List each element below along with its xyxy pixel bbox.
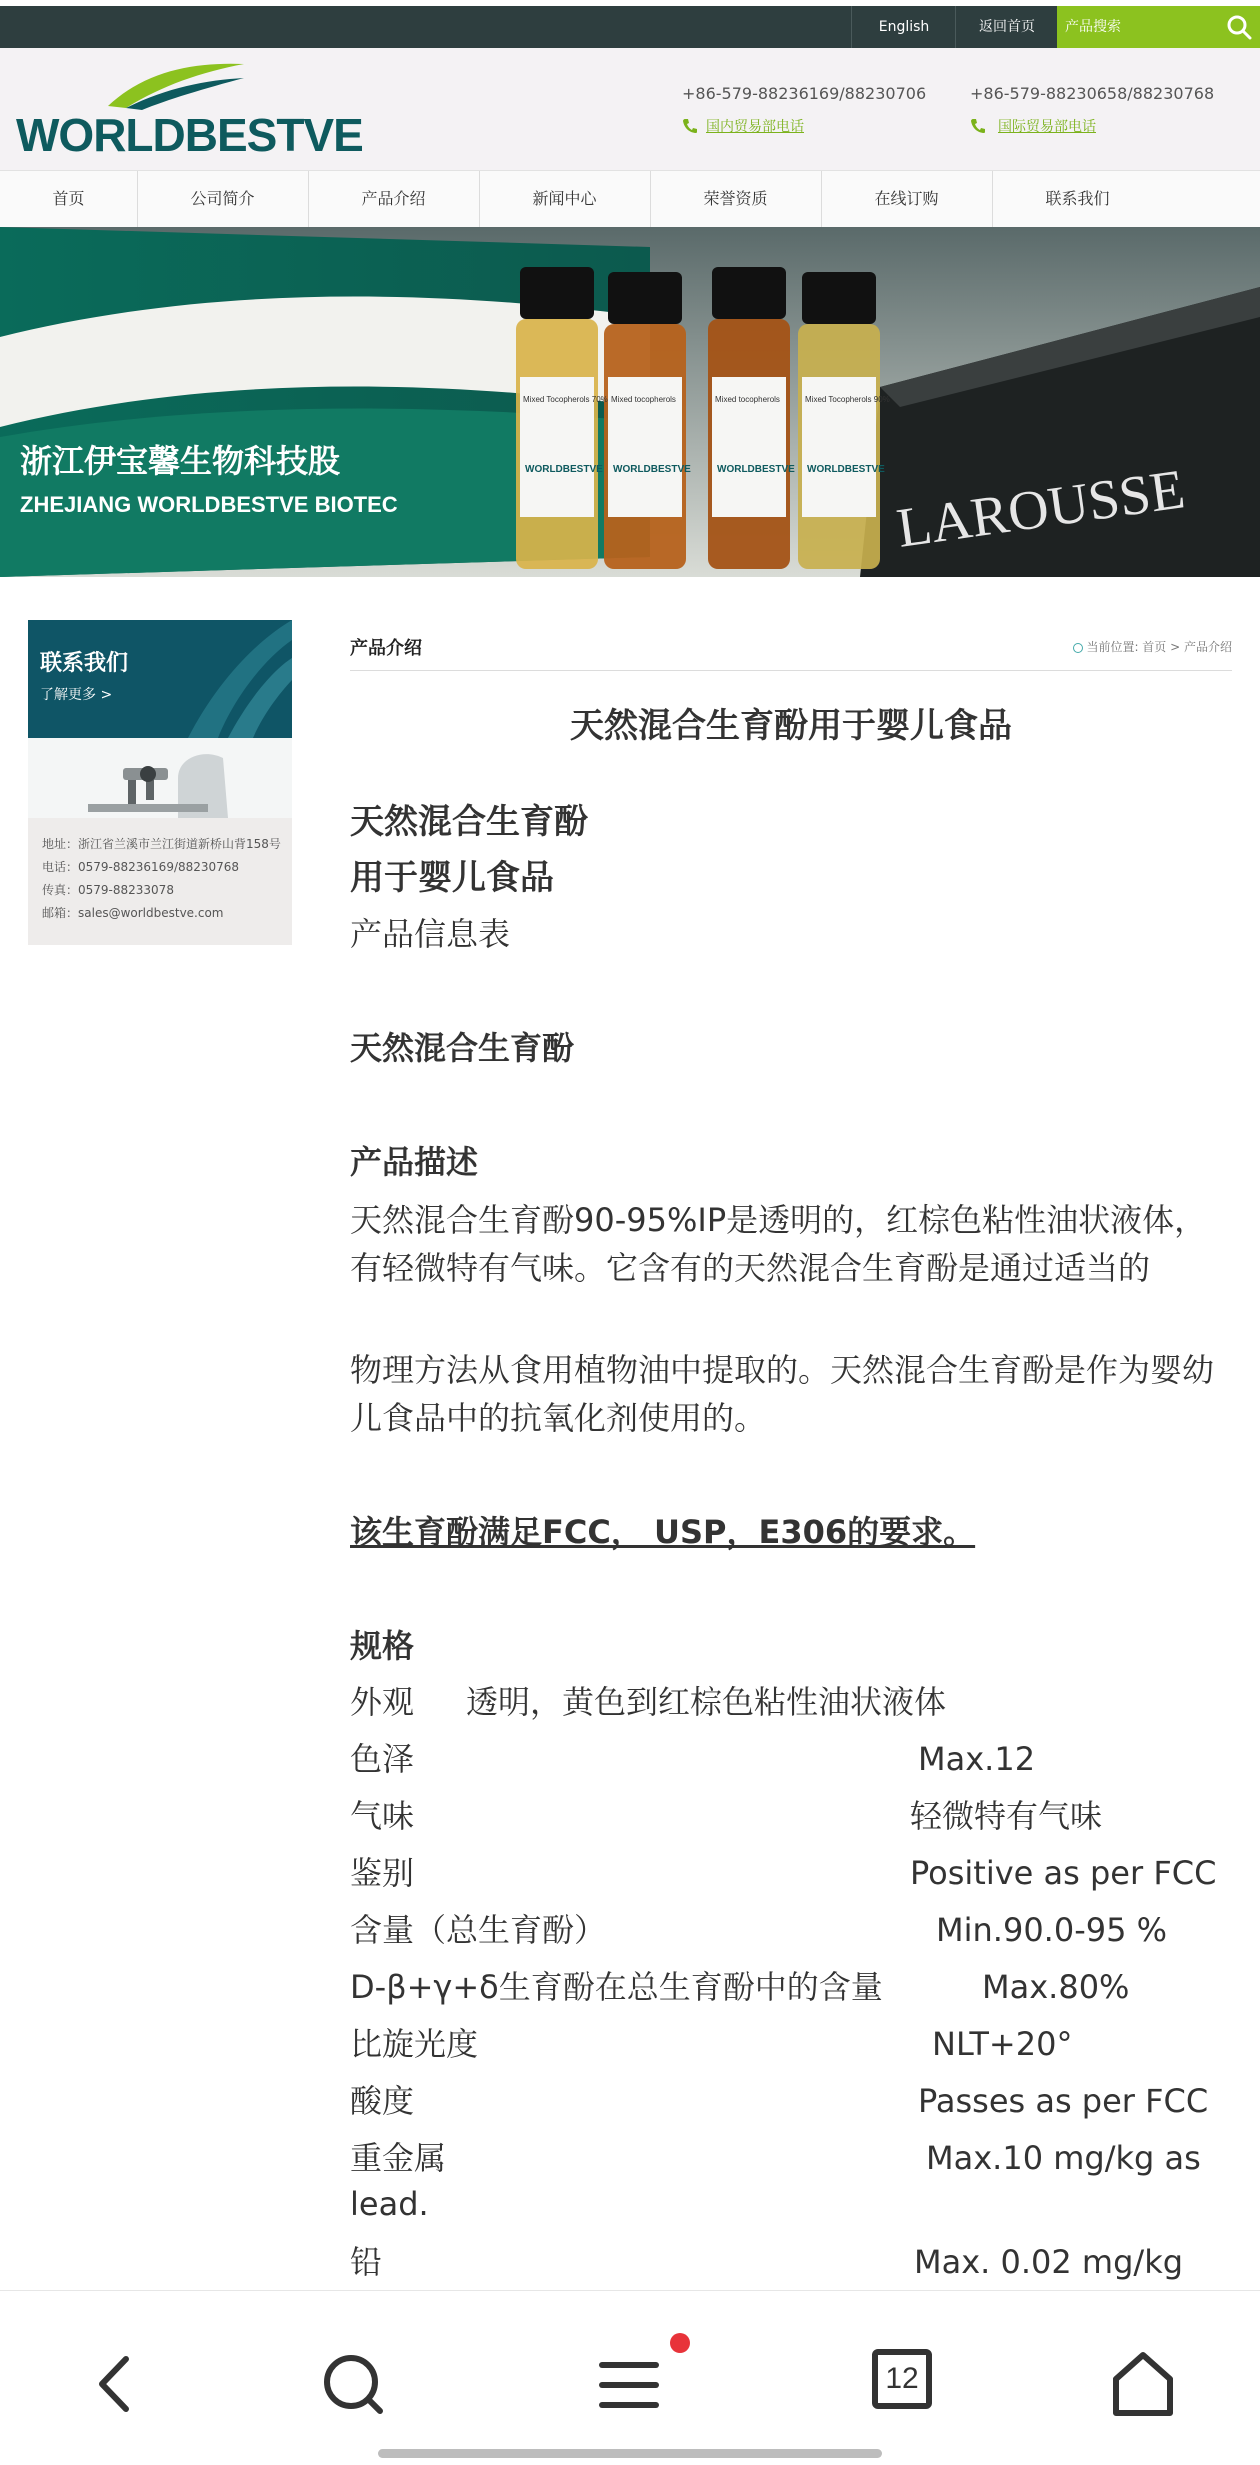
spec-appearance-value: 透明，黄色到红棕色粘性油状液体 xyxy=(466,1683,947,1721)
nav-item-order[interactable]: 在线订购 xyxy=(821,171,993,227)
international-phone: +86-579-88230658/88230768 xyxy=(970,84,1215,103)
learn-more-link[interactable]: 了解更多 > xyxy=(40,687,113,703)
spec-value: NLT+20° xyxy=(932,2025,1073,2063)
browser-toolbar xyxy=(0,2290,1260,2465)
nav-item-products[interactable]: 产品介绍 xyxy=(308,171,480,227)
spec-value: Positive as per FCC xyxy=(910,1854,1217,1892)
notification-dot xyxy=(670,2333,690,2353)
vial-brand-3: WORLDBESTVE xyxy=(717,464,795,475)
product-name: 天然混合生育酚 xyxy=(350,1029,575,1067)
nav-item-contact[interactable]: 联系我们 xyxy=(1045,189,1110,208)
back-icon[interactable] xyxy=(82,2349,152,2419)
microscope-icon xyxy=(28,738,292,818)
return-home-link[interactable]: 返回首页 xyxy=(955,6,1058,48)
site-header xyxy=(0,48,1260,170)
spec-appearance-label: 外观 xyxy=(350,1683,415,1721)
site-logo[interactable] xyxy=(16,60,363,161)
description-heading: 产品描述 xyxy=(350,1143,479,1181)
sidebar-address: 地址：浙江省兰溪市兰江街道新桥山背158号 xyxy=(42,837,281,851)
standard-statement: 该生育酚满足FCC， USP，E306的要求。 xyxy=(350,1513,976,1551)
domestic-trade-phone-link[interactable]: 国内贸易部电话 xyxy=(706,119,804,135)
microscope-image xyxy=(28,738,292,818)
top-bar xyxy=(0,6,1260,48)
banner-book-title: LAROUSSE xyxy=(893,458,1189,560)
spec-value: Passes as per FCC xyxy=(918,2082,1209,2120)
nav-item-news[interactable]: 新闻中心 xyxy=(479,171,651,227)
heading-product-line1: 天然混合生育酚 xyxy=(350,802,588,842)
breadcrumb xyxy=(1073,638,1232,655)
sidebar-header xyxy=(28,620,292,738)
banner-box-en: ZHEJIANG WORLDBESTVE BIOTEC xyxy=(20,492,398,517)
spec-heading: 规格 xyxy=(350,1627,415,1665)
spec-label: 比旋光度 xyxy=(350,2025,479,2063)
logo-swoosh-icon xyxy=(106,60,246,110)
spec-value: Max. 0.02 mg/kg xyxy=(914,2243,1184,2281)
spec-label: 色泽 xyxy=(350,1740,415,1778)
banner-image xyxy=(0,227,1260,577)
phone-icon xyxy=(682,118,698,134)
spec-label: 铅 xyxy=(350,2243,383,2281)
spec-label: D-β+γ+δ生育酚在总生育酚中的含量 xyxy=(350,1968,883,2006)
article-title: 天然混合生育酚用于婴儿食品 xyxy=(570,706,1012,746)
sidebar-email[interactable]: 邮箱：sales@worldbestve.com xyxy=(42,906,224,920)
domestic-phone: +86-579-88236169/88230706 xyxy=(682,84,927,103)
phone-icon xyxy=(970,118,986,134)
spec-label: 气味 xyxy=(350,1797,415,1835)
search-icon[interactable] xyxy=(318,2349,388,2419)
vial-label-1: Mixed Tocopherols 70% xyxy=(523,395,608,404)
home-indicator[interactable] xyxy=(378,2449,882,2458)
sidebar-tel: 电话：0579-88236169/88230768 xyxy=(42,860,240,874)
description-paragraph-1: 天然混合生育酚90-95%IP是透明的，红棕色粘性油状液体，有轻微特有气味。它含有的天然混合生育酚是通过适当的 xyxy=(350,1201,1207,1287)
vial-label-3: Mixed tocopherols xyxy=(715,395,780,404)
menu-icon[interactable] xyxy=(594,2349,664,2419)
home-icon[interactable] xyxy=(1108,2349,1178,2419)
sidebar-title: 联系我们 xyxy=(40,651,129,676)
product-search[interactable] xyxy=(1057,6,1260,48)
spec-value: 轻微特有气味 xyxy=(910,1797,1103,1835)
description-paragraph-2: 物理方法从食用植物油中提取的。天然混合生育酚是作为婴幼儿食品中的抗氧化剂使用的。 xyxy=(350,1351,1215,1437)
contact-sidebar xyxy=(28,620,292,945)
spec-value: Max.80% xyxy=(982,1968,1130,2006)
section-header xyxy=(350,620,1232,671)
section-title: 产品介绍 xyxy=(350,638,422,659)
sidebar-fax: 传真：0579-88233078 xyxy=(42,883,174,897)
info-table-label: 产品信息表 xyxy=(350,915,511,953)
search-label: 产品搜索 xyxy=(1065,19,1121,35)
spec-label: 含量（总生育酚） xyxy=(350,1911,607,1949)
hero-banner xyxy=(0,227,1260,577)
heading-product-line2: 用于婴儿食品 xyxy=(350,858,554,898)
spec-label: 重金属 xyxy=(350,2139,447,2177)
spec-label: 酸度 xyxy=(350,2082,415,2120)
language-english-link[interactable]: English xyxy=(851,6,956,48)
spec-value: Max.12 xyxy=(918,1740,1036,1778)
spec-value: Min.90.0-95 % xyxy=(936,1911,1168,1949)
search-icon[interactable] xyxy=(1226,14,1252,40)
vial-label-4: Mixed Tocopherols 90% xyxy=(805,395,890,404)
nav-item-home[interactable]: 首页 xyxy=(0,171,138,227)
vial-brand-2: WORLDBESTVE xyxy=(613,464,691,475)
banner-box-cn: 浙江伊宝馨生物科技股 xyxy=(20,442,341,480)
nav-item-honors[interactable]: 荣誉资质 xyxy=(650,171,822,227)
main-nav xyxy=(0,170,1260,228)
vial-brand-4: WORLDBESTVE xyxy=(807,464,885,475)
spec-label: 鉴别 xyxy=(350,1854,415,1892)
breadcrumb-dot-icon xyxy=(1073,643,1083,653)
logo-wordmark: WORLDBESTVE xyxy=(16,109,363,161)
tabs-button[interactable]: 12 xyxy=(872,2349,932,2409)
nav-item-about[interactable]: 公司简介 xyxy=(137,171,309,227)
international-trade-phone-link[interactable]: 国际贸易部电话 xyxy=(998,119,1096,135)
vial-brand-1: WORLDBESTVE xyxy=(525,464,603,475)
breadcrumb-text[interactable]: 当前位置: 首页 > 产品介绍 xyxy=(1086,640,1232,654)
spec-value-continuation: lead. xyxy=(350,2185,429,2223)
vial-label-2: Mixed tocopherols xyxy=(611,395,676,404)
sidebar-swoosh-icon xyxy=(178,620,292,738)
spec-value: Max.10 mg/kg as xyxy=(926,2139,1201,2177)
